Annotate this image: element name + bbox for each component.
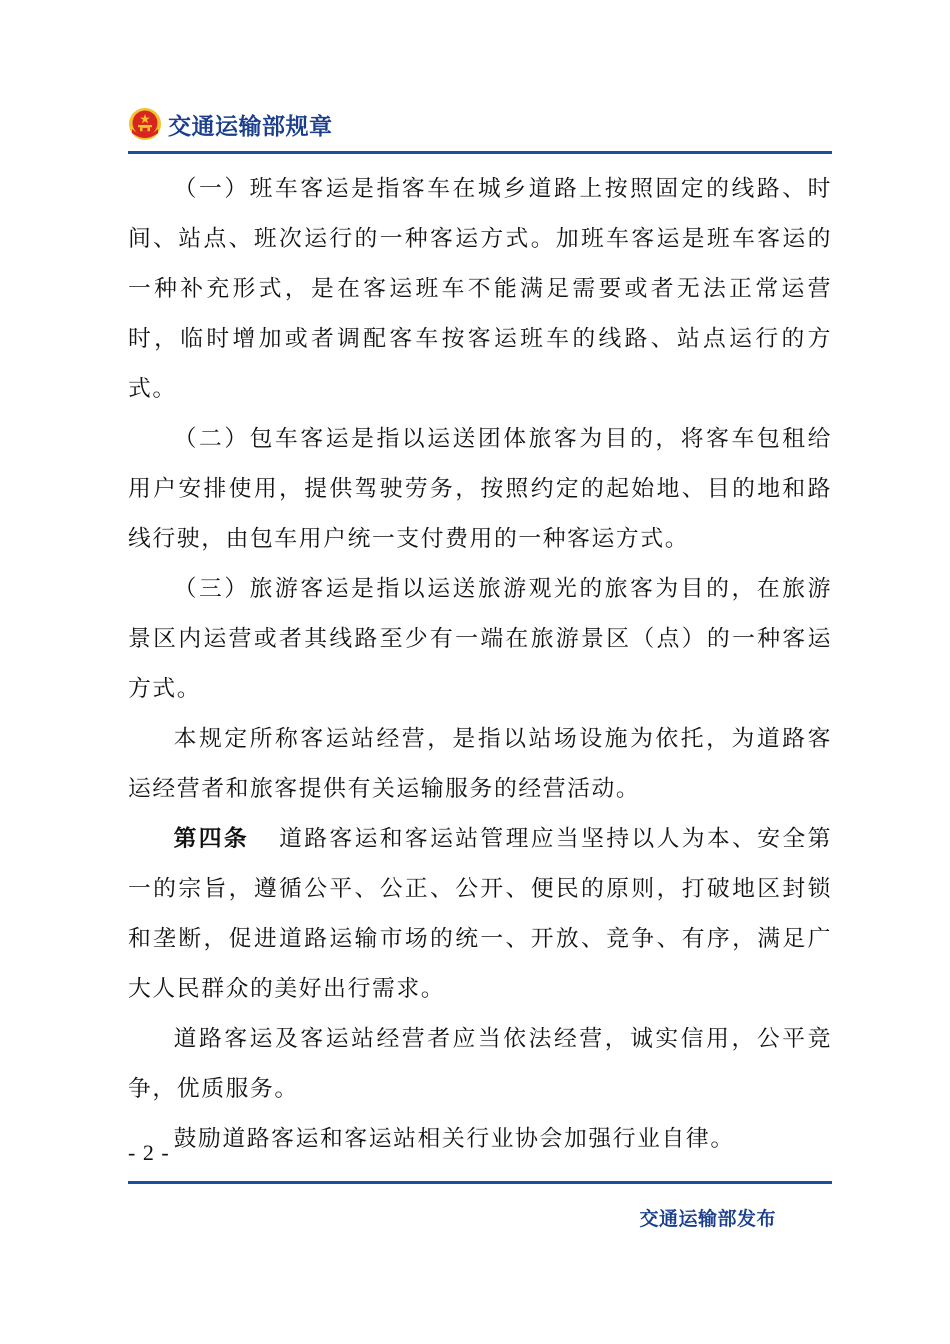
- page-number: - 2 -: [128, 1140, 170, 1165]
- paragraph-tourism-bus: [128, 564, 832, 714]
- document-header: [128, 100, 333, 148]
- footer-publisher: 交通运输部发布: [639, 1208, 776, 1230]
- header-title: 交通运输部规章: [168, 113, 333, 140]
- paragraph-industry-association: [128, 1114, 832, 1164]
- paragraph-text: 道路客运及客运站经营者应当依法经营，诚实信用，公平竞争，优质服务。: [128, 1026, 832, 1102]
- paragraph-text: （三）旅游客运是指以运送旅游观光的旅客为目的，在旅游景区内运营或者其线路至少有一端在旅游景区（点）的一种客运方式。: [128, 576, 832, 702]
- paragraph-text: 鼓励道路客运和客运站相关行业协会加强行业自律。: [173, 1126, 735, 1152]
- paragraph-lawful-operation: [128, 1014, 832, 1114]
- paragraph-text: 道路客运和客运站管理应当坚持以人为本、安全第一的宗旨，遵循公平、公正、公开、便民的原则，打破地区封锁和垄断，促进道路运输市场的统一、开放、竞争、有序，满足广大人民群众的美好出行需求。: [128, 826, 832, 1002]
- paragraph-chartered-bus: [128, 414, 832, 564]
- document-body: [128, 164, 832, 1164]
- paragraph-text: 本规定所称客运站经营，是指以站场设施为依托，为道路客运经营者和旅客提供有关运输服务的经营活动。: [128, 726, 832, 802]
- footer-divider: [128, 1181, 832, 1184]
- paragraph-text: （一）班车客运是指客车在城乡道路上按照固定的线路、时间、站点、班次运行的一种客运方式。加班车客运是班车客运的一种补充形式，是在客运班车不能满足需要或者无法正常运营时，临时增加或者调配客车按客运班车的线路、站点运行的方式。: [128, 176, 832, 402]
- article-label: 第四条: [173, 826, 250, 852]
- paragraph-text: （二）包车客运是指以运送团体旅客为目的，将客车包租给用户安排使用，提供驾驶劳务，按照约定的起始地、目的地和路线行驶，由包车用户统一支付费用的一种客运方式。: [128, 426, 832, 552]
- national-emblem-icon: [128, 107, 162, 141]
- paragraph-station-operation: [128, 714, 832, 814]
- header-divider: [128, 151, 832, 154]
- paragraph-scheduled-bus: [128, 164, 832, 414]
- paragraph-article-4: [128, 814, 832, 1014]
